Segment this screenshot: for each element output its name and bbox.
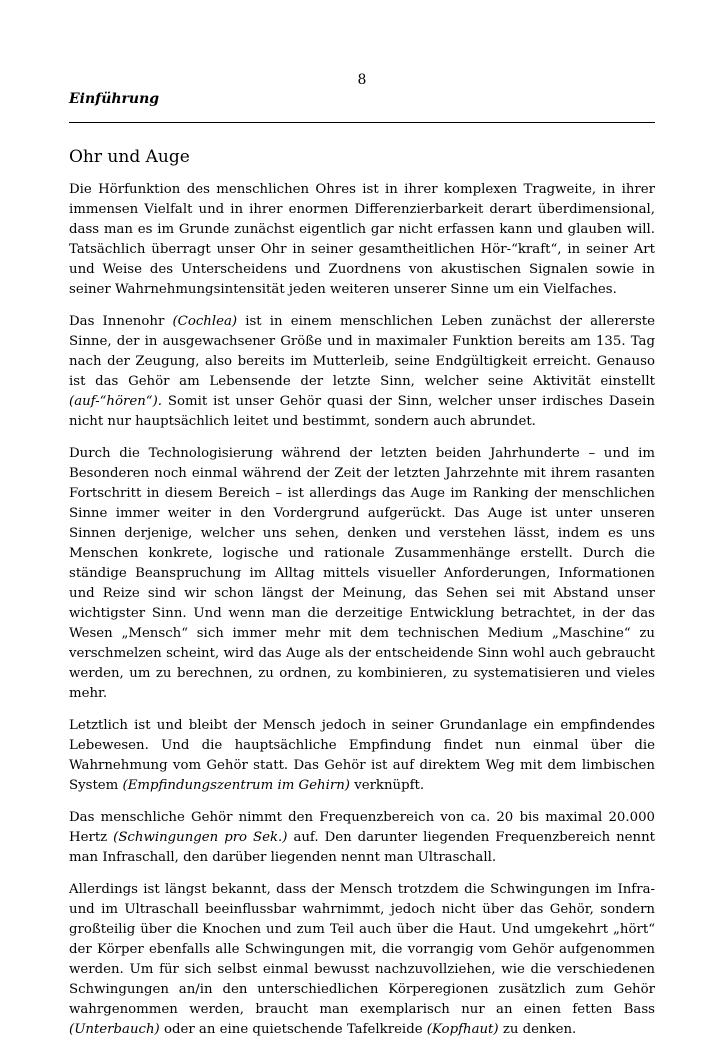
paragraph-text: Letztlich ist und bleibt der Mensch jedoch in seiner Grundanlage ein empfindendes Lebewesen. Und die hauptsächliche Empfindung findet nun einmal über die Wahrnehmung vom Gehör statt. Das Gehör ist auf direktem Weg mit dem limbischen System	[69, 718, 655, 793]
paragraph-5	[69, 808, 655, 868]
italic-term: (auf-“hören“).	[69, 394, 162, 409]
italic-term: (Empfindungszentrum im Gehirn)	[122, 778, 350, 793]
header-rule	[69, 122, 655, 123]
section-title: Ohr und Auge	[69, 147, 190, 167]
paragraph-3	[69, 444, 655, 704]
italic-term: (Schwingungen pro Sek.)	[113, 830, 288, 845]
page-number: 8	[357, 72, 367, 88]
running-header: Einführung	[69, 91, 160, 107]
paragraph-text: Durch die Technologisierung während der letzten beiden Jahrhunderte – und im Besonderen noch einmal während der Zeit der letzten Jahrzehnte mit ihrem rasanten Fortschritt in diesem Bereich – ist allerdings das Auge im Ranking der menschlichen Sinne immer weiter in den Vordergrund aufgerückt. Das Auge ist unter unseren Sinnen derjenige, welcher uns sehen, denken und verstehen lässt, indem es uns Menschen konkrete, logische und rationale Zusammenhänge erstellt. Durch die ständige Beanspruchung im Alltag mittels visueller Anforderungen, Informationen und Reize sind wir schon längst der Meinung, das Sehen sei mit Abstand unser wichtigster Sinn. Und wenn man die derzeitige Entwicklung betrachtet, in der das Wesen „Mensch“ sich immer mehr mit dem technischen Medium „Maschine“ zu verschmelzen scheint, wird das Auge als der entscheidende Sinn wohl auch gebraucht werden, um zu berechnen, zu ordnen, zu kombinieren, zu systematisieren und vieles mehr.	[69, 446, 655, 701]
paragraph-text: verknüpft.	[349, 778, 425, 793]
paragraph-text: oder an eine quietschende Tafelkreide	[159, 1022, 427, 1037]
italic-term: (Unterbauch)	[69, 1022, 160, 1037]
paragraph-text: zu denken.	[498, 1022, 577, 1037]
paragraph-6	[69, 880, 655, 1040]
paragraph-text: auf. Den darunter liegenden Frequenzbereich nennt man Infraschall, den darüber liegenden nennt man Ultraschall.	[69, 830, 655, 865]
paragraph-text: Allerdings ist längst bekannt, dass der Mensch trotzdem die Schwingungen im Infra- und im Ultraschall beeinflussbar wahrnimmt, jedoch nicht über das Gehör, sondern großteilig über die Knochen und zum Teil auch über die Haut. Und umgekehrt „hört“ der Körper ebenfalls alle Schwingungen mit, die vorrangig vom Gehör aufgenommen werden. Um für sich selbst einmal bewusst nachzuvollziehen, wie die verschiedenen Schwingungen an/in den unterschiedlichen Körperegionen zusätzlich zum Gehör wahrgenommen werden, braucht man exemplarisch nur an einen fetten Bass	[69, 882, 655, 1017]
paragraph-1	[69, 180, 655, 300]
paragraph-text: Das menschliche Gehör nimmt den Frequenzbereich von ca. 20 bis maximal 20.000 Hertz	[69, 810, 655, 845]
paragraph-4	[69, 716, 655, 796]
italic-term: (Cochlea)	[172, 314, 238, 329]
paragraph-text: ist in einem menschlichen Leben zunächst der allererste Sinne, der in ausgewachsener Größe und in maximaler Funktion bereits am 135. Tag nach der Zeugung, also bereits im Mutterleib, seine Endgültigkeit erreicht. Genauso ist das Gehör am Lebensende der letzte Sinn, welcher seine Aktivität einstellt	[69, 314, 656, 389]
italic-term: (Kopfhaut)	[426, 1022, 499, 1037]
paragraph-text: Die Hörfunktion des menschlichen Ohres ist in ihrer komplexen Tragweite, in ihrer immensen Vielfalt und in ihrer enormen Differenzierbarkeit derart überdimensional, dass man es im Grunde zunächst eigentlich gar nicht erfassen kann und glauben will. Tatsächlich überragt unser Ohr in seiner gesamtheitlichen Hör-“kraft“, in seiner Art und Weise des Unterscheidens und Zuordnens von akustischen Signalen sowie in seiner Wahrnehmungsintensität jeden weiteren unserer Sinne um ein Vielfaches.	[69, 182, 655, 297]
body-text	[69, 180, 655, 1052]
paragraph-2	[69, 312, 655, 432]
paragraph-text: Somit ist unser Gehör quasi der Sinn, welcher unser irdisches Dasein nicht nur hauptsächlich leitet und bestimmt, sondern auch abrundet.	[69, 394, 655, 429]
paragraph-text: Das Innenohr	[69, 314, 173, 329]
